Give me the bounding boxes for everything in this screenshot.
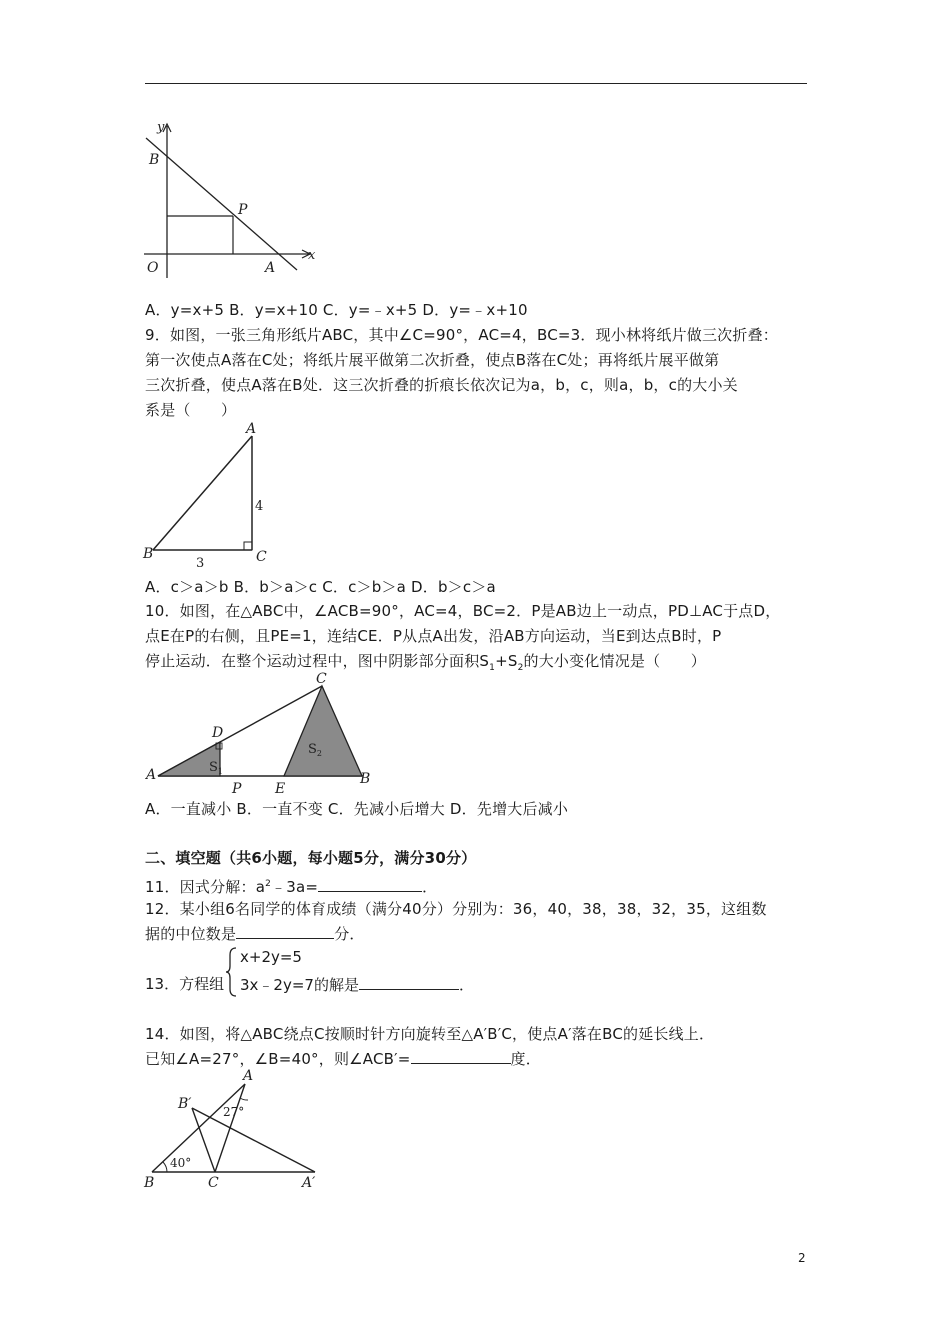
q10-line-1: 10．如图，在△ABC中，∠ACB=90°，AC=4，BC=2．P是AB边上一动点，PD⊥AC于点D， [145,602,781,620]
q14-a-label: A [243,1068,254,1084]
q13-eq-2-line: 3x﹣2y=7的解是 ． [240,976,474,994]
q9-c-label: C [256,549,267,565]
q8-figure [140,118,330,280]
q13-brace [225,946,239,998]
q9-line-4: 系是（ ） [145,401,237,419]
q9-line-1: 9．如图，一张三角形纸片ABC，其中∠C=90°，AC=4，BC=3．现小林将纸片做三次折叠： [145,326,778,344]
q9-side-ac-label: 4 [255,499,264,514]
q10-p-label: P [232,781,242,797]
q8-o-label: O [147,260,159,276]
q8-b-label: B [149,152,160,168]
q14-line-2: 已知∠A=27°，∠B=40°，则∠ACB′= 度． [145,1050,541,1068]
q8-p-label: P [238,202,248,218]
q14-b-label: B [144,1175,155,1191]
q14-answer-blank[interactable] [411,1048,511,1064]
section-2-title: 二、填空题（共6小题，每小题5分，满分30分） [145,849,477,867]
q9-figure [140,420,280,572]
q14-angle-b-label: 40° [170,1156,192,1170]
q9-a-label: A [246,421,257,437]
q14-figure [140,1066,330,1191]
q10-s1-label: $S_1$ [209,760,223,776]
q10-line-3: 停止运动．在整个运动过程中，图中阴影部分面积$S_1+S_2$的大小变化情况是（ ） [145,652,706,673]
q12-answer-blank[interactable] [236,923,334,939]
q13: 13．方程组 x+2y=5 3x﹣2y=7的解是 ． [145,946,545,998]
q13-eq-1: x+2y=5 [240,948,302,966]
page-number: 2 [798,1251,806,1265]
q10-line-2: 点E在P的右侧，且PE=1，连结CE．P从点A出发，沿AB方向运动，当E到达点B时，P [145,627,722,645]
q8-x-label: x [308,248,316,263]
q12-line-1: 12．某小组6名同学的体育成绩（满分40分）分别为：36，40，38，38，32，35，这组数 [145,900,767,918]
header-rule [145,83,807,84]
q10-c-label: C [316,671,327,687]
q10-figure [140,670,375,798]
q10-b-label: B [360,771,371,787]
q9-line-3: 三次折叠，使点A落在B处．这三次折叠的折痕长依次记为a，b，c，则a，b，c的大小关 [145,376,738,394]
q8-options: A．y=x+5 B．y=x+10 C．y=﹣x+5 D．y=﹣x+10 [145,301,528,319]
q14-angle-a-label: 27° [223,1105,245,1119]
q14-b-prime-label: B′ [178,1096,192,1112]
q8-y-label: y [157,120,165,135]
q14-a-prime-label: A′ [302,1175,316,1191]
q10-s2-label: $S_2$ [308,742,322,758]
q8-a-label: A [265,260,276,276]
q11: 11．因式分解：$a^2﹣3a=$ ． [145,878,438,896]
q9-side-bc-label: 3 [196,556,205,571]
q13-answer-blank[interactable] [359,974,459,990]
q12-line-2: 据的中位数是 分． [145,925,365,943]
q14-c-label: C [208,1175,219,1191]
q10-a-label: A [146,767,157,783]
q14-line-1: 14．如图，将△ABC绕点C按顺时针方向旋转至△A′B′C，使点A′落在BC的延长线上． [145,1025,715,1043]
q10-d-label: D [212,725,224,741]
q10-e-label: E [275,781,286,797]
q11-answer-blank[interactable] [318,876,422,892]
q9-options: A．c＞a＞b B．b＞a＞c C．c＞b＞a D．b＞c＞a [145,578,496,596]
q9-line-2: 第一次使点A落在C处；将纸片展平做第二次折叠，使点B落在C处；再将纸片展平做第 [145,351,720,369]
q9-b-label: B [143,546,154,562]
q10-options: A．一直减小 B．一直不变 C．先减小后增大 D．先增大后减小 [145,800,569,818]
